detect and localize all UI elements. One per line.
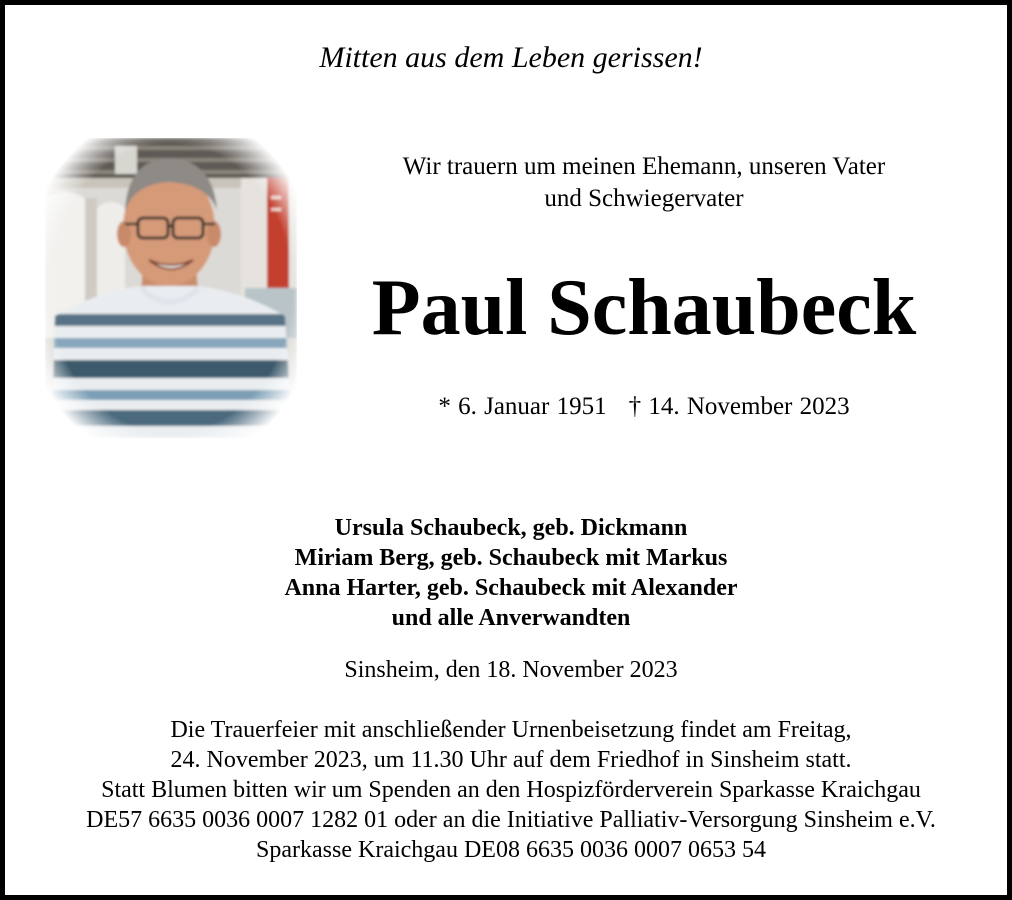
notice-line: 24. November 2023, um 11.30 Uhr auf dem Friedhof in Sinsheim statt. xyxy=(170,747,852,773)
life-dates xyxy=(335,393,953,421)
mourners-list xyxy=(5,513,1012,633)
funeral-notice xyxy=(5,715,1012,865)
portrait-photo xyxy=(45,138,297,438)
mourner-line: Anna Harter, geb. Schaubeck mit Alexander xyxy=(284,575,738,601)
mourner-line: Miriam Berg, geb. Schaubeck mit Markus xyxy=(294,545,728,571)
intro-line: und Schwiegervater xyxy=(544,185,744,212)
death-date: † 14. November 2023 xyxy=(628,393,850,420)
intro-text xyxy=(335,151,953,215)
notice-line: Statt Blumen bitten wir um Spenden an den Hospizförderverein Sparkasse Kraichgau xyxy=(101,777,921,803)
notice-line: DE57 6635 0036 0007 1282 01 oder an die Initiative Palliativ-Versorgung Sinsheim e.V. xyxy=(86,807,936,833)
intro-line: Wir trauern um meinen Ehemann, unseren Vater xyxy=(402,153,886,180)
birth-date: * 6. Januar 1951 xyxy=(438,393,607,420)
headline: Mitten aus dem Leben gerissen! xyxy=(319,41,703,74)
place-and-date: Sinsheim, den 18. November 2023 xyxy=(344,657,678,683)
mourner-line: Ursula Schaubeck, geb. Dickmann xyxy=(334,515,688,541)
notice-line: Sparkasse Kraichgau DE08 6635 0036 0007 0653 54 xyxy=(256,837,766,863)
notice-line: Die Trauerfeier mit anschließender Urnenbeisetzung findet am Freitag, xyxy=(170,717,852,743)
deceased-name: Paul Schaubeck xyxy=(371,264,917,352)
mourner-line: und alle Anverwandten xyxy=(391,605,631,631)
